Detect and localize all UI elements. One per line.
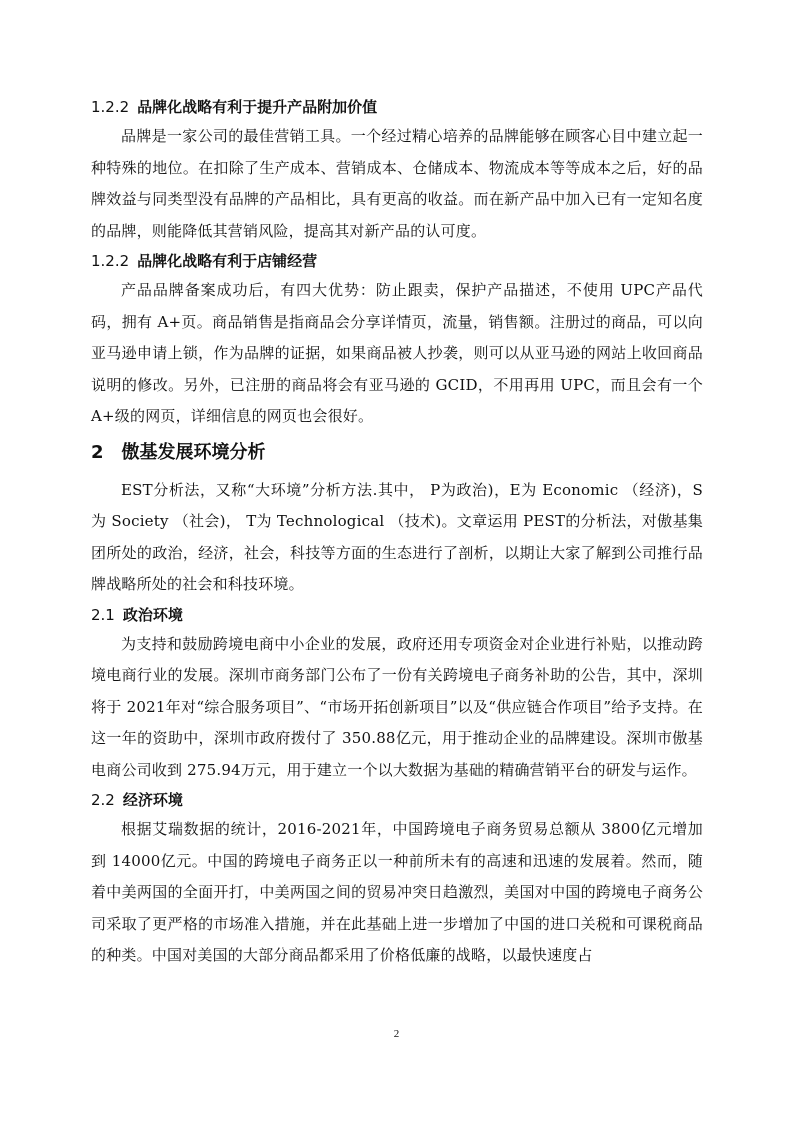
paragraph: EST分析法，又称“大环境”分析方法.其中， P为政治)，E为 Economic （经济)，S为 Society （社会)， T为 Technological （技术)。文章运用 PEST的分析法，对傲基集团所处的政治，经济，社会，科技等方面的生态进行了剖析，以期让大家了解到公司推行品牌战略所处的社会和科技环境。 [91, 480, 703, 593]
section-number: 2.1 [91, 605, 115, 624]
section-title: 经济环境 [122, 791, 183, 809]
page-number: 2 [393, 1028, 400, 1040]
section-heading-2-2 [91, 786, 703, 814]
paragraph: 产品品牌备案成功后，有四大优势：防止跟卖，保护产品描述，不使用 UPC产品代码，拥有 A+页。商品销售是指商品会分享详情页，流量，销售额。注册过的商品，可以向亚马逊申请上锁，作为品牌的证据，如果商品被人抄袭，则可以从亚马逊的网站上收回商品说明的修改。另外，已注册的商品将会有亚马逊的 GCID，不用再用 UPC，而且会有一个 A+级的网页，详细信息的网页也会很好。 [91, 281, 703, 425]
chapter-number: 2 [91, 441, 104, 463]
section-title: 政治环境 [122, 605, 183, 624]
section-heading-1-2-2-a [91, 93, 703, 121]
section-title: 品牌化战略有利于店铺经营 [137, 252, 318, 270]
page-content [91, 93, 703, 972]
chapter-heading-2 [91, 435, 703, 471]
paragraph: 为支持和鼓励跨境电商中小企业的发展，政府还用专项资金对企业进行补贴，以推动跨境电商行业的发展。深圳市商务部门公布了一份有关跨境电子商务补助的公告，其中，深圳将于 2021年对“综合服务项目”、“市场开拓创新项目”以及“供应链合作项目”给予支持。在这一年的资助中，深圳市政府拨付了 350.88亿元，用于推动企业的品牌建设。深圳市傲基电商公司收到 275.94万元，用于建立一个以大数据为基础的精确营销平台的研发与运作。 [91, 634, 703, 779]
chapter-title: 傲基发展环境分析 [121, 441, 266, 463]
paragraph: 根据艾瑞数据的统计，2016-2021年，中国跨境电子商务贸易总额从 3800亿元增加到 14000亿元。中国的跨境电子商务正以一种前所未有的高速和迅速的发展着。然而，随着中美两国的全面开打，中美两国之间的贸易冲突日趋激烈，美国对中国的跨境电子商务公司采取了更严格的市场准入措施，并在此基础上进一步增加了中国的进口关税和可课税商品的种类。中国对美国的大部分商品都采用了价格低廉的战略，以最快速度占 [91, 820, 703, 964]
section-title: 品牌化战略有利于提升产品附加价值 [137, 98, 378, 116]
section-number: 2.2 [91, 791, 115, 809]
section-number: 1.2.2 [91, 98, 130, 116]
section-heading-2-1 [91, 601, 703, 629]
paragraph: 品牌是一家公司的最佳营销工具。一个经过精心培养的品牌能够在顾客心目中建立起一种特殊的地位。在扣除了生产成本、营销成本、仓储成本、物流成本等等成本之后，好的品牌效益与同类型没有品牌的产品相比，具有更高的收益。而在新产品中加入已有一定知名度的品牌，则能降低其营销风险，提高其对新产品的认可度。 [91, 127, 703, 240]
section-heading-1-2-2-b [91, 247, 703, 275]
section-number: 1.2.2 [91, 252, 130, 270]
